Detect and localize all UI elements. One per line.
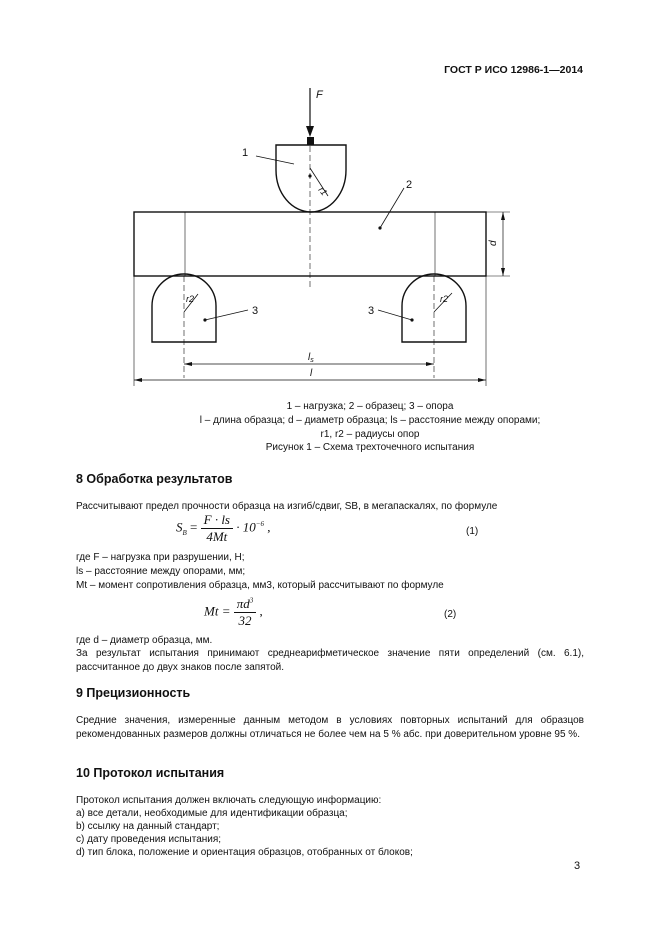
where-line-1: где F – нагрузка при разрушении, Н; — [76, 552, 245, 563]
equation-1: $S_B$ = $\frac{F \cdot ls}{4Mt}$ · $10^{-6}$ , — [176, 512, 271, 544]
page-number: 3 — [574, 860, 581, 872]
r2-left-label: r2 — [186, 294, 195, 304]
section-8-result: За результат испытания принимают среднеарифметическое значение пяти определений (см. 6.1), рассчитанное до двух знаков после запятой. — [76, 648, 584, 673]
section-9-heading: 9 Прецизионность — [76, 686, 191, 700]
figure-legend-3: r1, r2 – радиусы опор — [320, 429, 420, 440]
where-line-d: где d – диаметр образца, мм. — [76, 635, 213, 646]
section-8-intro: Рассчитывают предел прочности образца на изгиб/сдвиг, SB, в мегапаскалях, по формуле — [76, 501, 498, 512]
three-point-test-figure — [0, 0, 661, 400]
r2-right-label: r2 — [440, 294, 449, 304]
label-1: 1 — [242, 147, 249, 159]
where-line-3: Mt – момент сопротивления образца, мм3, который рассчитывают по формуле — [76, 580, 444, 591]
document-header: ГОСТ Р ИСО 12986-1—2014 — [444, 64, 583, 76]
label-3-left: 3 — [252, 305, 259, 317]
equation-1-number: (1) — [466, 526, 479, 537]
ls-label: $l_s$ — [308, 352, 314, 364]
equation-2-number: (2) — [444, 609, 457, 620]
where-line-2: ls – расстояние между опорами, мм; — [76, 566, 246, 577]
figure-legend-2: l – длина образца; d – диаметр образца; ls – расстояние между опорами; — [199, 415, 541, 426]
section-9-text: Средние значения, измеренные данным методом в условиях повторных испытаний для образцов рекомендованных размеров должны отличаться не более чем на 5 % абс. при доверительном уровне 95 %. — [76, 715, 584, 740]
section-10-intro: Протокол испытания должен включать следующую информацию: — [76, 795, 382, 806]
figure-legend-1: 1 – нагрузка; 2 – образец; 3 – опора — [286, 401, 454, 412]
label-3-right: 3 — [368, 305, 375, 317]
load-pin — [307, 137, 314, 145]
d-label: d — [488, 240, 499, 246]
force-label: F — [316, 89, 323, 101]
figure-title: Рисунок 1 – Схема трехточечного испытания — [265, 442, 475, 453]
l-label: l — [310, 368, 313, 379]
list-item-b: b) ссылку на данный стандарт; — [76, 821, 220, 832]
list-item-a: a) все детали, необходимые для идентификации образца; — [76, 808, 348, 819]
label-2: 2 — [406, 179, 413, 191]
list-item-c: c) дату проведения испытания; — [76, 834, 222, 845]
loading-nose — [276, 145, 346, 212]
r1-label: r1 — [316, 184, 330, 198]
section-10-heading: 10 Протокол испытания — [76, 766, 225, 780]
equation-2: Mt = $\frac{\pi d^3}{32}$ , — [204, 596, 263, 628]
section-8-heading: 8 Обработка результатов — [76, 472, 233, 486]
list-item-d: d) тип блока, положение и ориентация образцов, отобранных от блоков; — [76, 847, 413, 858]
